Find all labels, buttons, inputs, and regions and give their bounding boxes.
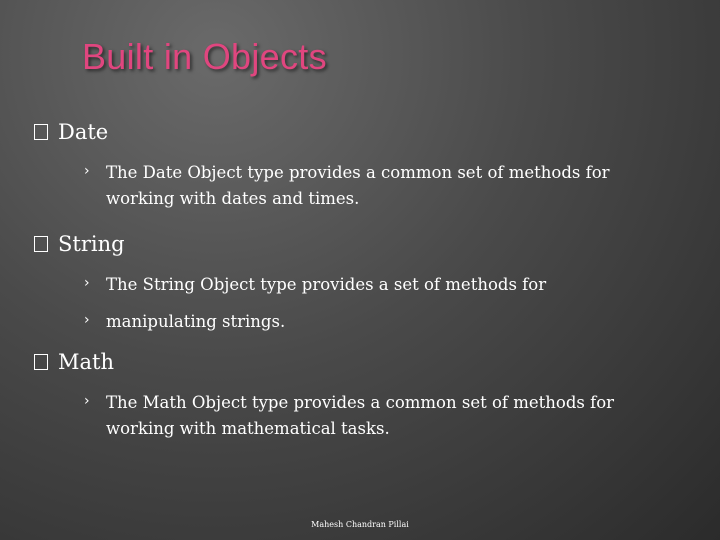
chevron-right-icon: › [84, 163, 90, 179]
sub-bullet-text: The String Object type provides a set of methods for [106, 275, 547, 294]
bullet-heading: Math [58, 350, 114, 374]
checkbox-outline-icon [34, 236, 48, 252]
checkbox-outline-icon [34, 354, 48, 370]
sub-bullet [84, 309, 654, 335]
bullet-date [34, 120, 108, 144]
chevron-right-icon: › [84, 312, 90, 328]
sub-bullet [84, 160, 654, 213]
sub-bullet-text: The Date Object type provides a common set of methods for working with dates and times. [106, 163, 610, 209]
slide-footer: Mahesh Chandran Pillai [311, 520, 409, 529]
checkbox-outline-icon [34, 124, 48, 140]
bullet-heading: Date [58, 120, 109, 144]
sub-bullet-text: The Math Object type provides a common set of methods for working with mathematical tasks. [106, 393, 615, 439]
bullet-math [34, 350, 114, 374]
sub-bullet [84, 272, 654, 298]
sub-bullet [84, 390, 654, 443]
chevron-right-icon: › [84, 393, 90, 409]
sub-bullet-text: manipulating strings. [106, 312, 286, 331]
chevron-right-icon: › [84, 275, 90, 291]
bullet-heading: String [58, 232, 125, 256]
slide-title: Built in Objects [82, 36, 327, 77]
bullet-string [34, 232, 125, 256]
